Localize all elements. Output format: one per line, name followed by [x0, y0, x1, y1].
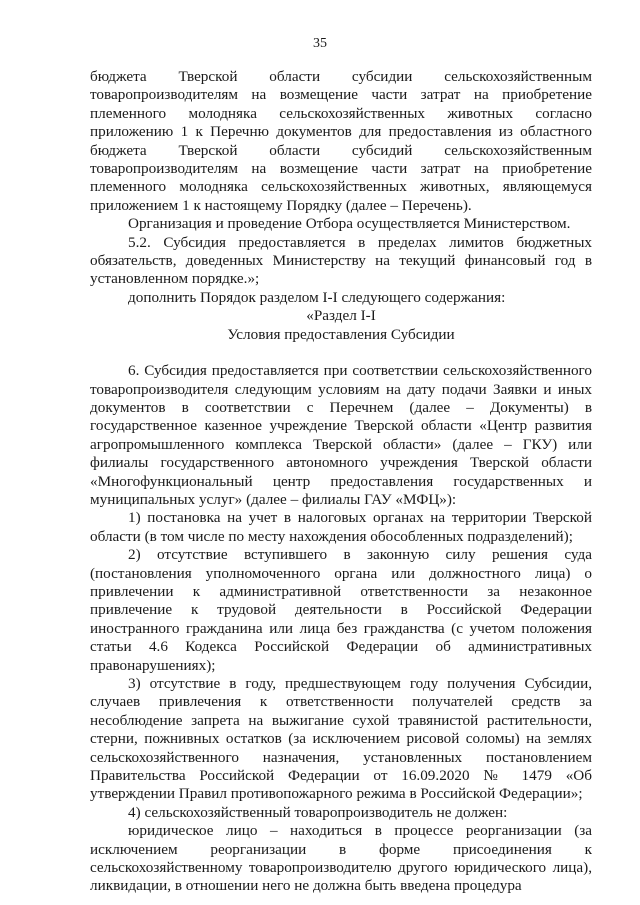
paragraph-add-section: дополнить Порядок разделом I-I следующего содержания: — [128, 288, 506, 306]
paragraph-clause-5-2: 5.2. Субсидия предоставляется в пределах лимитов бюджетных обязательств, доведенных Министерству на текущий финансовый год в установленном порядке.»; — [90, 233, 592, 288]
page-number: 35 — [313, 36, 327, 51]
paragraph-condition-2: 2) отсутствие вступившего в законную силу решения суда (постановления уполномоченного органа или должностного лица) о привлечении к административной ответственности за незаконное привлечение к трудовой деятельности в Российской Федерации иностранного гражданина или лица без гражданства (с учетом положения статьи 4.6 Кодекса Российской Федерации об административных правонарушениях); — [90, 546, 592, 674]
section-heading: «Раздел I-I — [306, 307, 376, 325]
paragraph-condition-3: 3) отсутствие в году, предшествующем году получения Субсидии, случаев привлечения к ответственности получателей средств за несоблюдение запрета на выжигание сухой травянистой растительности, стерни, пожнивных остатков (за исключением рисовой соломы) на землях сельскохозяйственного назначения, установленных постановлением Правительства Российской Федерации от 16.09.2020 № 1479 «Об утверждении Правил противопожарного режима в Российской Федерации»; — [90, 675, 592, 803]
paragraph-condition-4: 4) сельскохозяйственный товаропроизводитель не должен: — [128, 803, 508, 821]
paragraph-legal-entity: юридическое лицо – находиться в процессе реорганизации (за исключением реорганизации в форме присоединения к сельскохозяйственному товаропроизводителю другого юридического лица), ликвидации, в отношении него не должна быть введена процедура — [90, 822, 592, 895]
paragraph-clause-6: 6. Субсидия предоставляется при соответствии сельскохозяйственного товаропроизводителя следующим условиям на дату подачи Заявки и иных документов в соответствии с Перечнем (далее – Документы) в государственное казенное учреждение Тверской области «Центр развития агропромышленного комплекса Тверской области» (далее – ГКУ) или филиалы государственного автономного учреждения Тверской области «Многофункциональный центр предоставления государственных и муниципальных услуг» (далее – филиалы ГАУ «МФЦ»): — [90, 362, 592, 508]
document-body — [90, 68, 592, 896]
paragraph-condition-1: 1) постановка на учет в налоговых органах на территории Тверской области (в том числе по месту нахождения обособленных подразделений); — [90, 509, 592, 545]
section-title: Условия предоставления Субсидии — [227, 325, 455, 343]
paragraph-subsidy-continuation: бюджета Тверской области субсидии сельскохозяйственным товаропроизводителям на возмещение части затрат на приобретение племенного молодняка сельскохозяйственных животных согласно приложению 1 к Перечню документов для предоставления из областного бюджета Тверской области субсидий сельскохозяйственным товаропроизводителям на возмещение части затрат на приобретение племенного молодняка сельскохозяйственных животных, являющемуся приложением 1 к настоящему Порядку (далее – Перечень). — [90, 68, 592, 214]
paragraph-selection-organization: Организация и проведение Отбора осуществляется Министерством. — [128, 215, 571, 233]
